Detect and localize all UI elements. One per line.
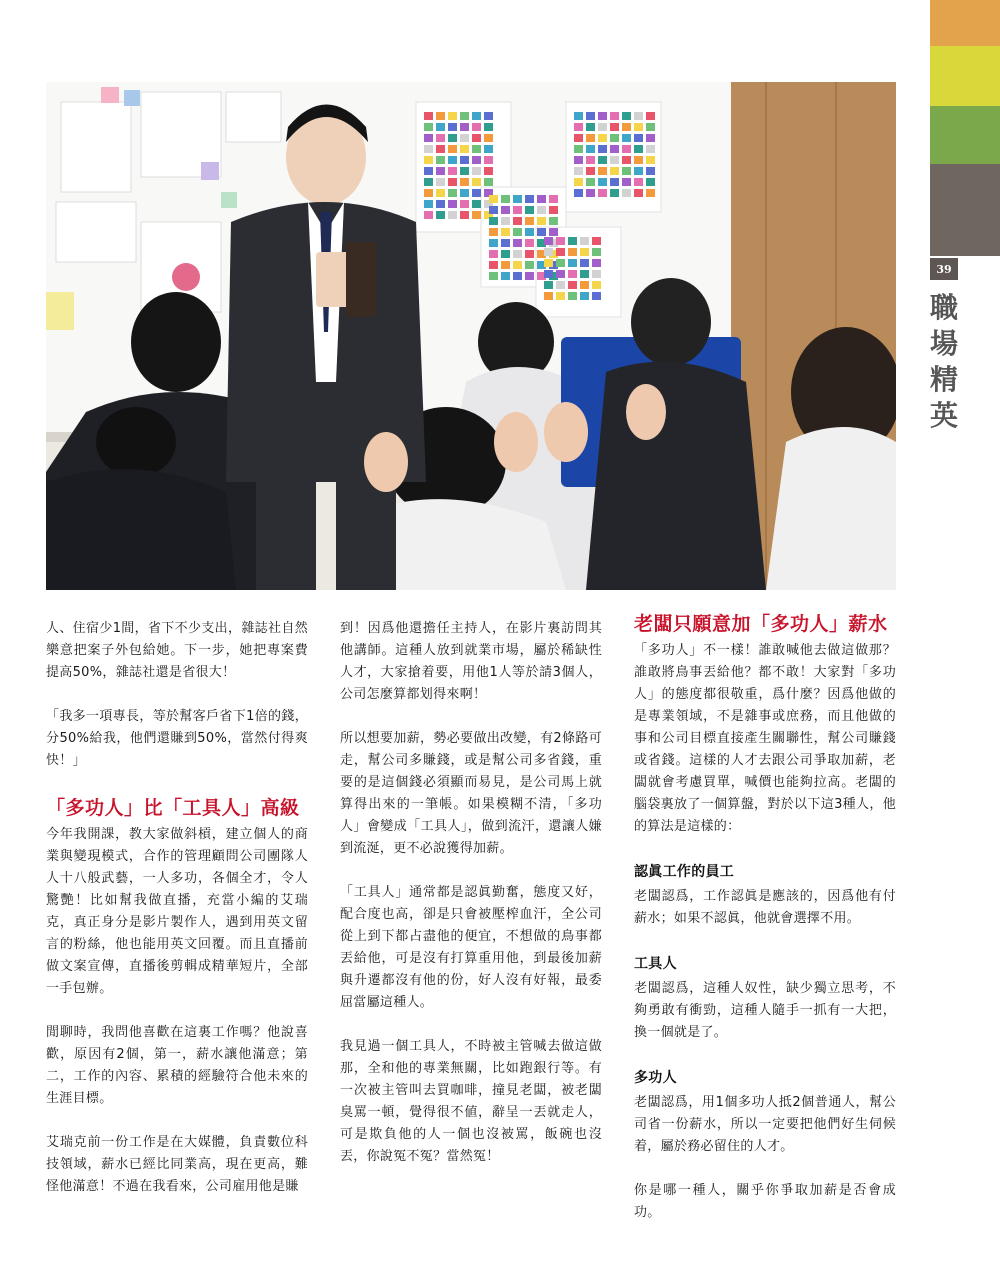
color-tab-gray [930, 164, 1000, 256]
color-swatch [513, 261, 522, 269]
color-swatch [586, 145, 595, 153]
paragraph: 人、住宿少1間，省下不少支出，雜誌社自然樂意把案子外包給她。下一步，她把專案費提高50%，雜誌社還是省很大！ [46, 621, 308, 680]
color-swatch [610, 156, 619, 164]
color-swatch [586, 178, 595, 186]
color-swatch [568, 281, 577, 289]
office-presentation-photo [46, 82, 896, 590]
color-swatch [436, 167, 445, 175]
color-swatch [436, 211, 445, 219]
color-swatch [598, 145, 607, 153]
color-swatch [622, 178, 631, 186]
color-swatch [646, 178, 655, 186]
color-swatch [513, 206, 522, 214]
text-column-3 [634, 610, 896, 1246]
color-swatch [424, 112, 433, 120]
color-swatch [634, 123, 643, 131]
color-swatch [598, 134, 607, 142]
color-swatch [549, 206, 558, 214]
paragraph: 閒聊時，我問他喜歡在這裏工作嗎？他說喜歡，原因有2個，第一，薪水讓他滿意；第二，工作的內容、累積的經驗符合他未來的生涯目標。 [46, 1025, 308, 1106]
color-swatch [484, 112, 493, 120]
color-swatch [484, 145, 493, 153]
color-swatch [460, 211, 469, 219]
color-swatch [568, 270, 577, 278]
color-swatch [646, 156, 655, 164]
color-swatch [568, 292, 577, 300]
color-swatch [460, 145, 469, 153]
color-swatch [634, 112, 643, 120]
color-swatch [501, 239, 510, 247]
paragraph: 「我多一項專長，等於幫客戶省下1倍的錢，分50%給我，他們還賺到50%，當然付得爽快！」 [46, 709, 308, 768]
color-swatch [513, 195, 522, 203]
color-tab-green [930, 106, 1000, 164]
color-swatch [424, 123, 433, 131]
color-swatch [501, 217, 510, 225]
section-title-char: 場 [929, 327, 958, 360]
color-swatch [568, 248, 577, 256]
color-swatch [448, 156, 457, 164]
color-swatch [544, 237, 553, 245]
color-swatch [525, 228, 534, 236]
color-swatch [448, 123, 457, 131]
color-swatch [646, 189, 655, 197]
color-swatch [448, 134, 457, 142]
color-swatch [544, 281, 553, 289]
color-swatch [580, 270, 589, 278]
paragraph: 老闆認爲，工作認眞是應該的，因爲他有付薪水；如果不認眞，他就會選擇不用。 [634, 889, 896, 926]
color-swatch [537, 206, 546, 214]
color-swatch [448, 112, 457, 120]
color-swatch [424, 200, 433, 208]
paragraph: 到！因爲他還擔任主持人，在影片裏訪問其他講師。這種人放到就業市場，屬於稀缺性人才，大家搶着要，用他1人等於請3個人，公司怎麼算都划得來啊！ [340, 621, 602, 702]
color-swatch [568, 259, 577, 267]
color-swatch [634, 189, 643, 197]
color-swatch [592, 292, 601, 300]
color-swatch [610, 145, 619, 153]
color-swatch [448, 145, 457, 153]
color-swatch [634, 145, 643, 153]
color-swatch [472, 178, 481, 186]
color-swatch [525, 250, 534, 258]
color-swatch [586, 134, 595, 142]
color-swatch [513, 217, 522, 225]
color-swatch [472, 211, 481, 219]
color-swatch [525, 272, 534, 280]
color-swatch [525, 206, 534, 214]
color-swatch [556, 237, 565, 245]
paragraph: 艾瑞克前一份工作是在大媒體，負責數位科技領域，薪水已經比同業高，現在更高，難怪他滿意！不過在我看來，公司雇用他是賺 [46, 1135, 308, 1194]
color-swatch [472, 167, 481, 175]
color-swatch [622, 189, 631, 197]
color-swatch [580, 259, 589, 267]
color-swatch [484, 178, 493, 186]
paragraph: 老闆認爲，用1個多功人抵2個普通人，幫公司省一份薪水，所以一定要把他們好生伺候着，屬於務必留住的人才。 [634, 1095, 896, 1154]
color-swatch [580, 281, 589, 289]
color-tab-yellow [930, 46, 1000, 106]
color-swatch [448, 189, 457, 197]
color-swatch [424, 145, 433, 153]
color-swatch [501, 261, 510, 269]
color-swatch [460, 189, 469, 197]
color-swatch [513, 250, 522, 258]
color-swatch [484, 123, 493, 131]
color-swatch [460, 112, 469, 120]
color-swatch [525, 195, 534, 203]
color-swatch [592, 259, 601, 267]
color-swatch [424, 178, 433, 186]
color-swatch [592, 237, 601, 245]
color-swatch [472, 156, 481, 164]
color-swatch [460, 200, 469, 208]
color-swatch [598, 123, 607, 131]
color-swatch [598, 156, 607, 164]
color-swatch [460, 123, 469, 131]
color-swatch [489, 195, 498, 203]
color-swatch [436, 134, 445, 142]
color-swatch [472, 200, 481, 208]
color-swatch [586, 112, 595, 120]
color-swatch [556, 248, 565, 256]
color-swatch [525, 217, 534, 225]
color-swatch [574, 145, 583, 153]
color-swatch [489, 239, 498, 247]
section-heading: 老闆只願意加「多功人」薪水 [634, 613, 888, 635]
color-swatch [537, 217, 546, 225]
color-swatch [634, 156, 643, 164]
color-swatch [525, 239, 534, 247]
section-title-char: 精 [929, 363, 958, 396]
color-swatch [574, 178, 583, 186]
color-swatch [580, 292, 589, 300]
color-swatch [489, 261, 498, 269]
paragraph: 所以想要加薪，勢必要做出改變，有2條路可走，幫公司多賺錢，或是幫公司多省錢，重要的是這個錢必須顯而易見，是公司馬上就算得出來的一筆帳。如果模糊不清，「多功人」會變成「工具人」，做到流汗，還讓人嫌到流涎，更不必說獲得加薪。 [340, 731, 602, 856]
color-swatch [610, 112, 619, 120]
color-swatch [501, 250, 510, 258]
color-swatch [436, 112, 445, 120]
color-swatch [586, 189, 595, 197]
color-swatch [501, 228, 510, 236]
color-swatch [489, 206, 498, 214]
subheading: 多功人 [634, 1070, 677, 1086]
color-swatch [436, 178, 445, 186]
color-swatch [460, 134, 469, 142]
color-swatch [574, 167, 583, 175]
color-swatch [513, 272, 522, 280]
color-swatch [501, 272, 510, 280]
color-swatch [622, 112, 631, 120]
color-swatch [489, 250, 498, 258]
color-swatch [646, 167, 655, 175]
paragraph: 你是哪一種人，關乎你爭取加薪是否會成功。 [634, 1183, 896, 1220]
color-swatch [448, 211, 457, 219]
section-title [928, 290, 960, 434]
color-swatch [472, 189, 481, 197]
subheading: 認眞工作的員工 [634, 864, 735, 880]
color-swatch [544, 270, 553, 278]
color-swatch [646, 112, 655, 120]
color-swatch [646, 134, 655, 142]
color-swatch [513, 239, 522, 247]
color-swatch [634, 134, 643, 142]
color-swatch [646, 145, 655, 153]
color-swatch [436, 189, 445, 197]
color-swatch [424, 156, 433, 164]
color-swatch [556, 259, 565, 267]
color-swatch [622, 145, 631, 153]
color-swatch [424, 167, 433, 175]
color-swatch [598, 178, 607, 186]
color-swatch [586, 156, 595, 164]
color-swatch [424, 189, 433, 197]
color-swatch [574, 112, 583, 120]
color-swatch [598, 189, 607, 197]
color-swatch [472, 134, 481, 142]
color-swatch [501, 195, 510, 203]
color-swatch [489, 272, 498, 280]
paragraph: 今年我開課，教大家做斜槓，建立個人的商業與變現模式，合作的管理顧問公司團隊人人十八般武藝，一人多功，各個全才，令人驚艷！比如幫我做直播，充當小編的艾瑞克，真正身分是影片製作人，遇到用英文留言的粉絲，他也能用英文回覆。而且直播前做文案宣傳，直播後剪輯成精華短片，全部一手包辦。 [46, 827, 308, 996]
color-swatch [610, 134, 619, 142]
color-swatch [549, 228, 558, 236]
color-swatch [598, 167, 607, 175]
color-swatch [574, 189, 583, 197]
color-swatch [610, 167, 619, 175]
color-swatch [574, 156, 583, 164]
color-swatch [549, 217, 558, 225]
color-swatch [574, 134, 583, 142]
color-swatch [568, 237, 577, 245]
color-swatch [574, 123, 583, 131]
color-swatch [598, 112, 607, 120]
color-swatch [501, 206, 510, 214]
color-swatch [424, 134, 433, 142]
color-swatch [544, 259, 553, 267]
color-swatch [484, 134, 493, 142]
color-swatch [484, 167, 493, 175]
color-swatch [537, 195, 546, 203]
color-swatch [586, 167, 595, 175]
color-tab-orange [930, 0, 1000, 46]
color-swatch [592, 270, 601, 278]
page-number: 39 [930, 258, 958, 280]
color-swatch [436, 156, 445, 164]
color-swatch [460, 156, 469, 164]
color-swatch [448, 200, 457, 208]
color-swatch [513, 228, 522, 236]
color-swatch [622, 123, 631, 131]
color-swatch [544, 292, 553, 300]
color-swatch [460, 178, 469, 186]
color-swatch [592, 281, 601, 289]
color-swatch [634, 178, 643, 186]
color-swatch [460, 167, 469, 175]
color-swatch [622, 167, 631, 175]
color-swatch [472, 145, 481, 153]
color-swatch [436, 200, 445, 208]
text-column-1 [46, 618, 308, 1220]
section-title-char: 英 [929, 399, 958, 432]
color-swatch [586, 123, 595, 131]
color-swatch [556, 292, 565, 300]
color-swatch [622, 156, 631, 164]
paragraph: 「工具人」通常都是認眞勤奮，態度又好，配合度也高，卻是只會被壓榨血汗，全公司從上到下都占盡他的便宜，不想做的鳥事都丟給他，可是沒有打算重用他，到最後加薪與升遷都沒有他的份，好人沒有好報，最委屈當屬這種人。 [340, 885, 602, 1010]
color-swatch [472, 112, 481, 120]
color-swatch [580, 237, 589, 245]
color-swatch [610, 123, 619, 131]
color-swatch [448, 167, 457, 175]
color-swatch [436, 145, 445, 153]
color-swatch [448, 178, 457, 186]
color-swatch [525, 261, 534, 269]
color-swatch [610, 178, 619, 186]
paragraph: 老闆認爲，這種人奴性，缺少獨立思考，不夠勇敢有衝勁，這種人隨手一抓有一大把，換一個就是了。 [634, 981, 896, 1040]
color-swatch [537, 228, 546, 236]
color-swatch [580, 248, 589, 256]
section-heading: 「多功人」比「工具人」高級 [46, 797, 300, 819]
color-swatch [556, 270, 565, 278]
color-swatch [556, 281, 565, 289]
color-swatch [489, 228, 498, 236]
paragraph: 「多功人」不一樣！誰敢喊他去做這做那？誰敢將鳥事丟給他？都不敢！大家對「多功人」的態度都很敬重，爲什麼？因爲他做的是專業領域，不是雜事或庶務，而且他做的事和公司目標直接產生關聯性，幫公司賺錢或省錢。這樣的人才去跟公司爭取加薪，老闆就會考慮買單，喊價也能夠拉高。老闆的腦袋裏放了一個算盤，對於以下這3種人，他的算法是這樣的： [634, 643, 896, 834]
color-swatch [436, 123, 445, 131]
color-swatch [489, 217, 498, 225]
color-swatch [622, 134, 631, 142]
color-swatch [472, 123, 481, 131]
color-swatch [634, 167, 643, 175]
color-swatch [592, 248, 601, 256]
color-swatch [424, 211, 433, 219]
paragraph: 我見過一個工具人，不時被主管喊去做這做那，全和他的專業無關，比如跑銀行等。有一次被主管叫去買咖啡，撞見老闆，被老闆臭罵一頓，覺得很不値，辭呈一丟就走人，可是欺負他的人一個也沒被罵，飯碗也沒丟，你說冤不冤？當然冤！ [340, 1039, 602, 1164]
color-swatch [549, 195, 558, 203]
color-swatch [610, 189, 619, 197]
color-swatch [484, 156, 493, 164]
subheading: 工具人 [634, 956, 677, 972]
section-title-char: 職 [929, 291, 958, 324]
color-swatch [646, 123, 655, 131]
text-column-2 [340, 618, 602, 1190]
color-swatch [544, 248, 553, 256]
